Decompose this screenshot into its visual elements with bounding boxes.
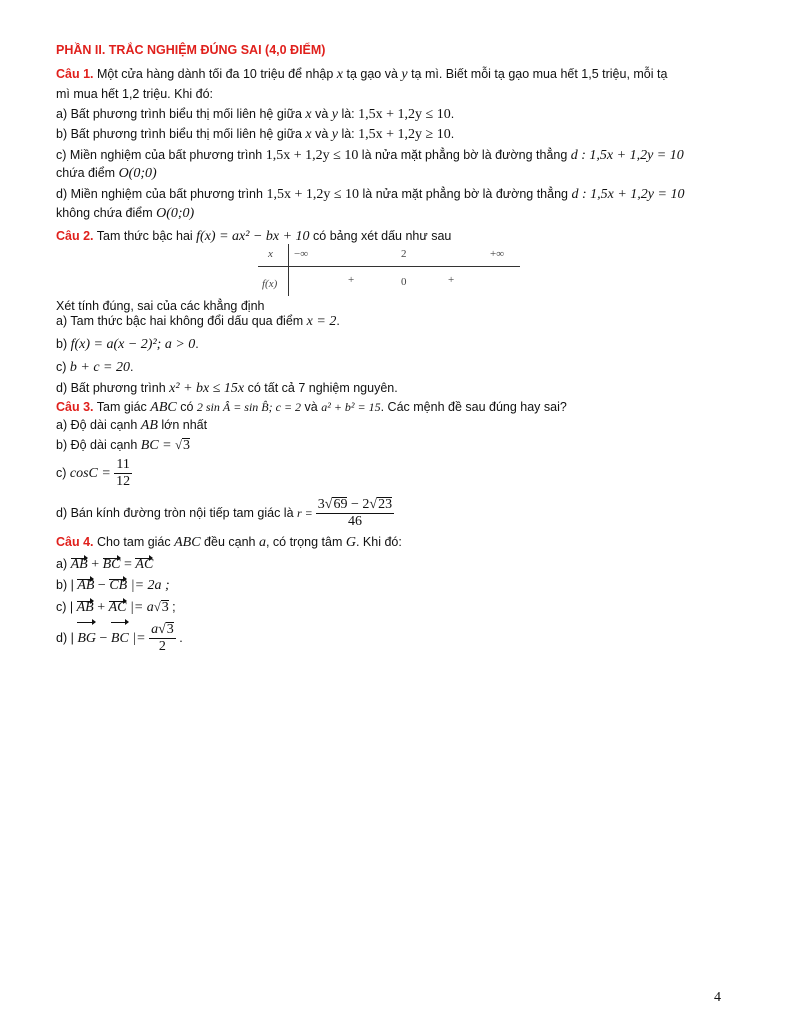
table-minus-inf: −∞ <box>294 248 309 260</box>
table-fx-head: f(x) <box>262 278 278 290</box>
q2-option-a: a) Tam thức bậc hai không đổi dấu qua điểm x = 2. <box>56 314 340 329</box>
q1-option-d: d) Miền nghiệm của bất phương trình 1,5x + 1,2y ≤ 10 là nửa mặt phẳng bờ là đường thẳng d : 1,5x + 1,2y = 10 <box>56 187 685 202</box>
table-x-head: x <box>268 248 273 260</box>
q4-option-b: b) | AB − CB |= 2a ; <box>56 578 170 593</box>
q3-option-d: d) Bán kính đường tròn nội tiếp tam giác là r = $\frac{3√69 - 2√23}{46}$ <box>56 497 393 530</box>
table-plus-inf: +∞ <box>490 248 505 260</box>
q3-option-b: b) Độ dài cạnh BC = √3 <box>56 438 190 453</box>
table-horizontal-rule <box>258 266 520 267</box>
q1-stem-line2: mì mua hết 1,2 triệu. Khi đó: <box>56 87 214 101</box>
q3-option-c: c) cosC = $\frac{11}{12}$ <box>56 457 131 490</box>
q4-label: Câu 4. <box>56 535 94 549</box>
q1-option-c: c) Miền nghiệm của bất phương trình 1,5x + 1,2y ≤ 10 là nửa mặt phẳng bờ là đường thẳng d : 1,5x + 1,2y = 10 <box>56 148 684 163</box>
inradius-fraction: $\frac{3√69 - 2√23}{46}$ <box>317 497 393 530</box>
table-sign-left: + <box>348 274 355 286</box>
sign-table <box>258 244 520 296</box>
table-sign-right: + <box>448 274 455 286</box>
q2-prompt: Xét tính đúng, sai của các khẳng định <box>56 299 265 313</box>
cos-fraction: $\frac{11}{12}$ <box>116 457 131 490</box>
q1-stem: Câu 1. Một cửa hàng dành tối đa 10 triệu để nhập x tạ gạo và y tạ mì. Biết mỗi tạ gạo mua hết 1,5 triệu, mỗi tạ <box>56 67 668 82</box>
q1-label: Câu 1. <box>56 67 94 81</box>
q3-stem: Câu 3. Tam giác ABC có 2 sin Â = sin B̂; c = 2 và a² + b² = 15. Các mệnh đề sau đúng hay sai? <box>56 400 567 415</box>
q1-option-a: a) Bất phương trình biểu thị mối liên hệ giữa x và y là: 1,5x + 1,2y ≤ 10. <box>56 107 455 122</box>
q4-d-fraction: $\frac{a√3}{2}$ <box>151 622 174 655</box>
page-number: 4 <box>714 990 721 1005</box>
q4-option-d: d) | BG − BC |= $\frac{a√3}{2}$ . <box>56 620 746 657</box>
q4-stem: Câu 4. Cho tam giác ABC đều cạnh a, có trọng tâm G. Khi đó: <box>56 535 402 550</box>
table-root: 2 <box>401 248 407 260</box>
q2-option-c: c) b + c = 20. <box>56 360 134 375</box>
table-zero: 0 <box>401 276 407 288</box>
q2-option-b: b) f(x) = a(x − 2)²; a > 0. <box>56 337 199 352</box>
q2-label: Câu 2. <box>56 229 94 243</box>
section-title: PHẦN II. TRẮC NGHIỆM ĐÚNG SAI (4,0 ĐIỂM) <box>56 43 326 57</box>
q1-option-c-line2: chứa điểm O(0;0) <box>56 166 157 181</box>
q3-label: Câu 3. <box>56 400 94 414</box>
q4-option-c: c) | AB + AC |= a√3 ; <box>56 600 176 615</box>
q3-option-a: a) Độ dài cạnh AB lớn nhất <box>56 418 208 433</box>
table-vertical-rule <box>288 244 289 296</box>
q4-option-a: a) AB + BC = AC <box>56 557 154 572</box>
q2-option-d: d) Bất phương trình x² + bx ≤ 15x có tất cả 7 nghiệm nguyên. <box>56 381 398 396</box>
q2-stem: Câu 2. Tam thức bậc hai f(x) = ax² − bx + 10 có bảng xét dấu như sau <box>56 229 452 244</box>
q1-option-b: b) Bất phương trình biểu thị mối liên hệ giữa x và y là: 1,5x + 1,2y ≥ 10. <box>56 127 455 142</box>
q1-option-d-line2: không chứa điểm O(0;0) <box>56 206 195 221</box>
